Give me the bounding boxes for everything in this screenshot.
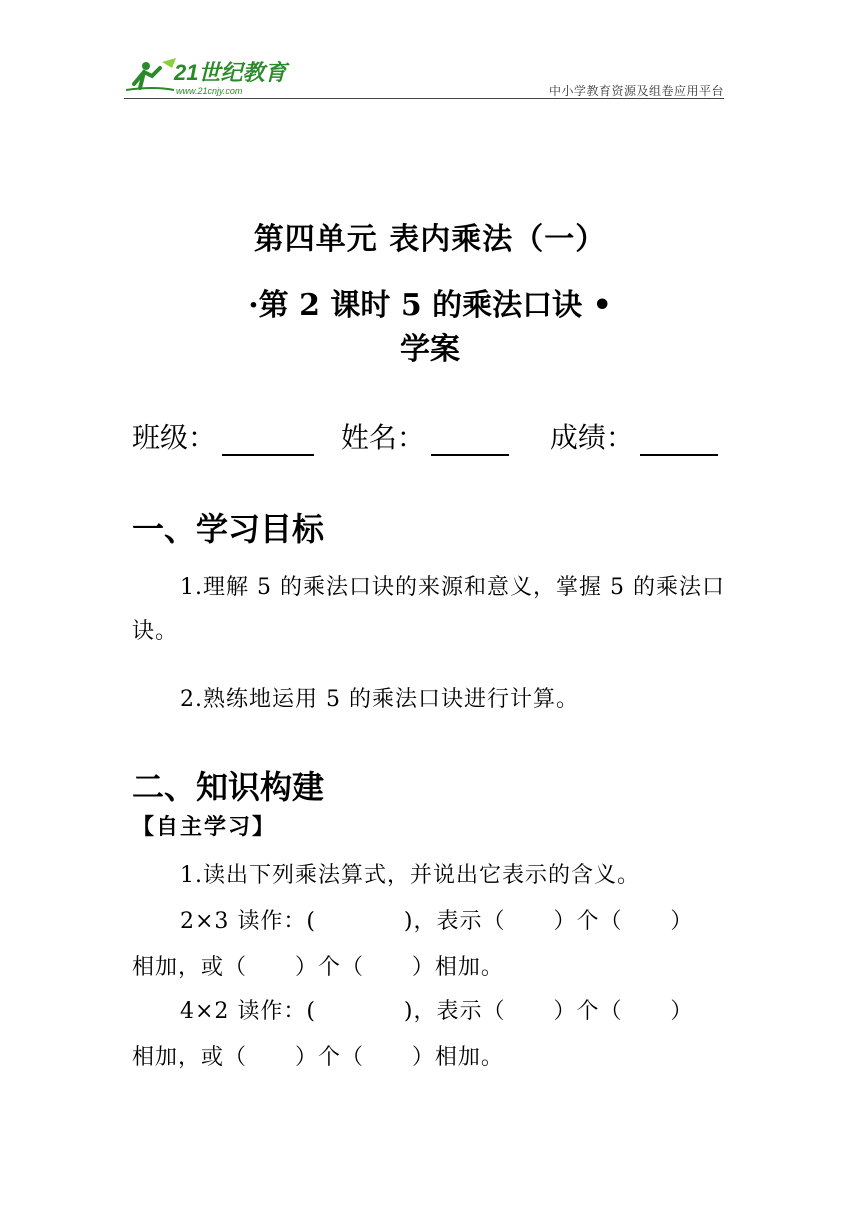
score-blank[interactable] <box>640 428 718 456</box>
doc-type-title: 学案 <box>400 332 460 367</box>
name-field <box>341 416 509 456</box>
page-header <box>124 54 724 100</box>
section-heading-knowledge: 二、知识构建 <box>132 768 325 806</box>
question-1-text: 1.读出下列乘法算式，并说出它表示的含义。 <box>180 863 640 888</box>
student-info-row <box>132 416 718 456</box>
name-label: 姓名： <box>340 421 425 454</box>
lesson-title: ·第 2 课时 5 的乘法口诀 • <box>248 288 612 323</box>
goal-item-1: 1.理解 5 的乘法口诀的来源和意义，掌握 5 的乘法口诀。 <box>132 575 725 644</box>
class-blank[interactable] <box>222 428 314 456</box>
exercise-2x3-line1: 2×3 读作：( )，表示（ ）个（ ） <box>180 909 694 934</box>
score-label: 成绩： <box>549 421 634 454</box>
goal-item-2: 2.熟练地运用 5 的乘法口诀进行计算。 <box>180 687 579 712</box>
unit-title: 第四单元 表内乘法（一） <box>253 222 607 257</box>
exercise-2x3-line2: 相加，或（ ）个（ ）相加。 <box>132 955 504 980</box>
logo-text: 21世纪教育 <box>174 60 287 85</box>
score-field <box>550 416 718 456</box>
class-field <box>132 416 314 456</box>
exercise-4x2-line2: 相加，或（ ）个（ ）相加。 <box>132 1045 504 1070</box>
section-heading-goals: 一、学习目标 <box>132 510 325 548</box>
header-tagline: 中小学教育资源及组卷应用平台 <box>548 84 724 98</box>
logo-21cnjy <box>124 54 294 98</box>
name-blank[interactable] <box>431 428 509 456</box>
class-label: 班级： <box>132 421 217 454</box>
exercise-4x2-line1: 4×2 读作：( )，表示（ ）个（ ） <box>180 999 694 1024</box>
logo-url: www.21cnjy.com <box>176 86 243 96</box>
header-divider <box>124 98 724 99</box>
self-study-subheading: 【自主学习】 <box>132 814 277 840</box>
